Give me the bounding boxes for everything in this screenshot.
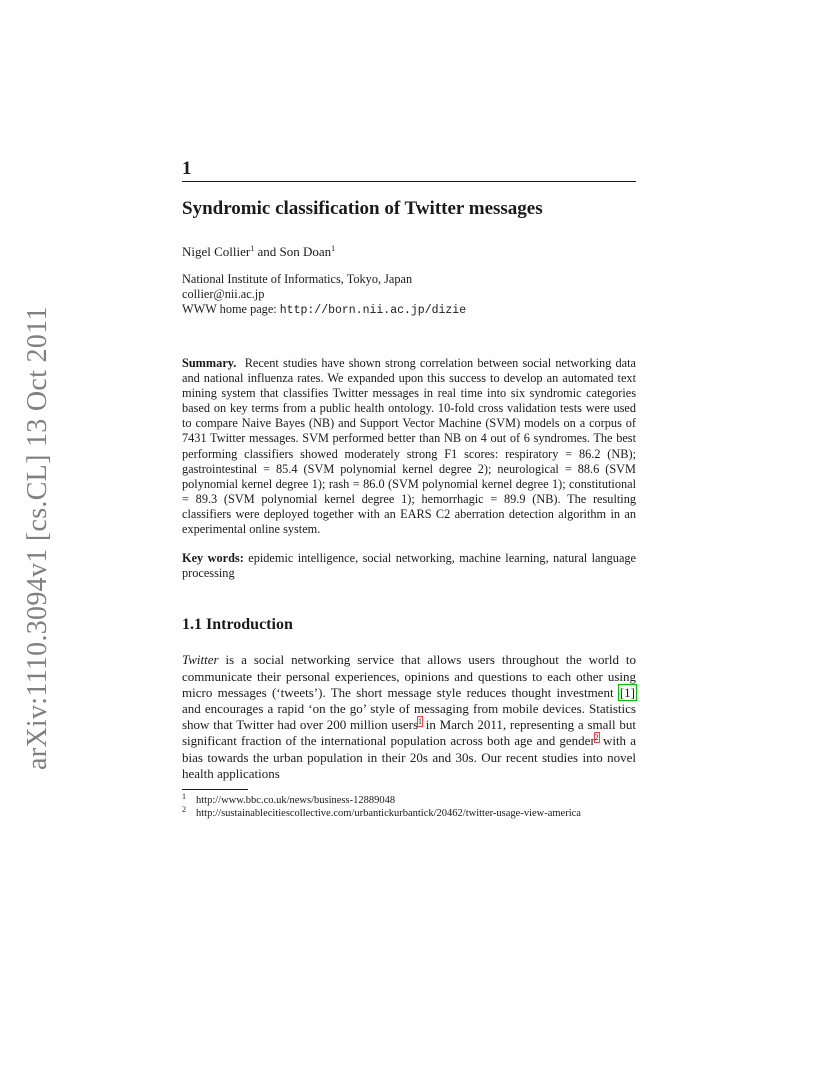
citation-link[interactable]: [1] xyxy=(619,684,635,700)
author-name: Nigel Collier xyxy=(182,244,251,259)
summary-label: Summary. xyxy=(182,356,237,370)
page-content xyxy=(182,158,636,821)
twitter-italic: Twitter xyxy=(182,652,219,668)
intro-text: is a social networking service that allows users throughout the world to communicate their personal experiences, opinions and questions to each other using micro messages (‘tweets’). The short message style reduces thought investment xyxy=(182,652,636,700)
keywords-text: epidemic intelligence, social networking, machine learning, natural language processing xyxy=(182,551,637,581)
footnote xyxy=(182,807,636,821)
homepage-url[interactable]: http://born.nii.ac.jp/dizie xyxy=(279,304,467,317)
author-email: collier@nii.ac.jp xyxy=(182,287,265,301)
footnote-url[interactable]: http://sustainablecitiescollective.com/urbantickurbantick/20462/twitter-usage-view-america xyxy=(196,808,581,820)
affiliation-mark: 1 xyxy=(250,244,255,253)
author-name: Son Doan xyxy=(279,244,332,259)
section-heading: 1.1 Introduction xyxy=(182,616,293,634)
footnote-link[interactable]: 2 xyxy=(594,733,599,743)
affiliation-block xyxy=(182,272,636,318)
author-line xyxy=(182,244,636,260)
footnote-url[interactable]: http://www.bbc.co.uk/news/business-12889048 xyxy=(196,794,396,806)
footnote xyxy=(182,791,636,808)
affiliation-mark: 1 xyxy=(331,244,336,253)
homepage-label: WWW home page: xyxy=(182,302,280,316)
keywords-label: Key words: xyxy=(182,551,244,566)
author-connector: and xyxy=(254,244,280,259)
chapter-rule xyxy=(182,181,636,182)
intro-text: with a bias towards the urban population in their 20s and 30s. Our recent studies into novel health applications xyxy=(182,733,636,781)
summary-text: Recent studies have shown strong correlation between social networking data and national influenza rates. We expanded upon this success to develop an automated text mining system that classifies Twitter messages in real time into six syndromic categories based on key terms from a public health ontology. 10-fold cross validation tests were used to compare Naive Bayes (NB) and Support Vector Machine (SVM) models on a corpus of 7431 Twitter messages. SVM performed better than NB on 4 out of 6 syndromes. The best performing classifiers showed moderately strong F1 scores: respiratory = 86.2 (NB); gastrointestinal = 85.4 (SVM polynomial kernel degree 2); neurological = 88.6 (SVM polynomial kernel degree 1); rash = 86.0 (SVM polynomial kernel degree 1); constitutional = 89.3 (SVM polynomial kernel degree 1); hemorrhagic = 89.9 (NB). The resulting classifiers were deployed together with an EARS C2 aberration detection algorithm in an experimental online system. xyxy=(182,356,637,537)
footnote-mark: 2 xyxy=(182,805,186,815)
keywords-paragraph xyxy=(182,551,636,581)
summary-paragraph xyxy=(182,356,636,537)
homepage-line xyxy=(182,302,636,318)
intro-text: in March 2011, representing a small but significant fraction of the international population across both age and gender xyxy=(182,717,636,749)
introduction-paragraph xyxy=(182,652,636,782)
institute-name: National Institute of Informatics, Tokyo, Japan xyxy=(182,272,413,286)
chapter-number: 1 xyxy=(182,158,192,179)
arxiv-identifier-stamp: arXiv:1110.3094v1 [cs.CL] 13 Oct 2011 xyxy=(22,306,53,770)
intro-text: and encourages a rapid ‘on the go’ style of messaging from mobile devices. Statistics show that Twitter had over 200 million users xyxy=(182,700,636,733)
chapter-title: Syndromic classification of Twitter messages xyxy=(182,198,543,219)
footnote-rule xyxy=(182,789,248,790)
footnotes xyxy=(182,791,636,821)
footnote-link[interactable]: 1 xyxy=(418,717,423,727)
footnote-mark: 1 xyxy=(182,791,186,801)
